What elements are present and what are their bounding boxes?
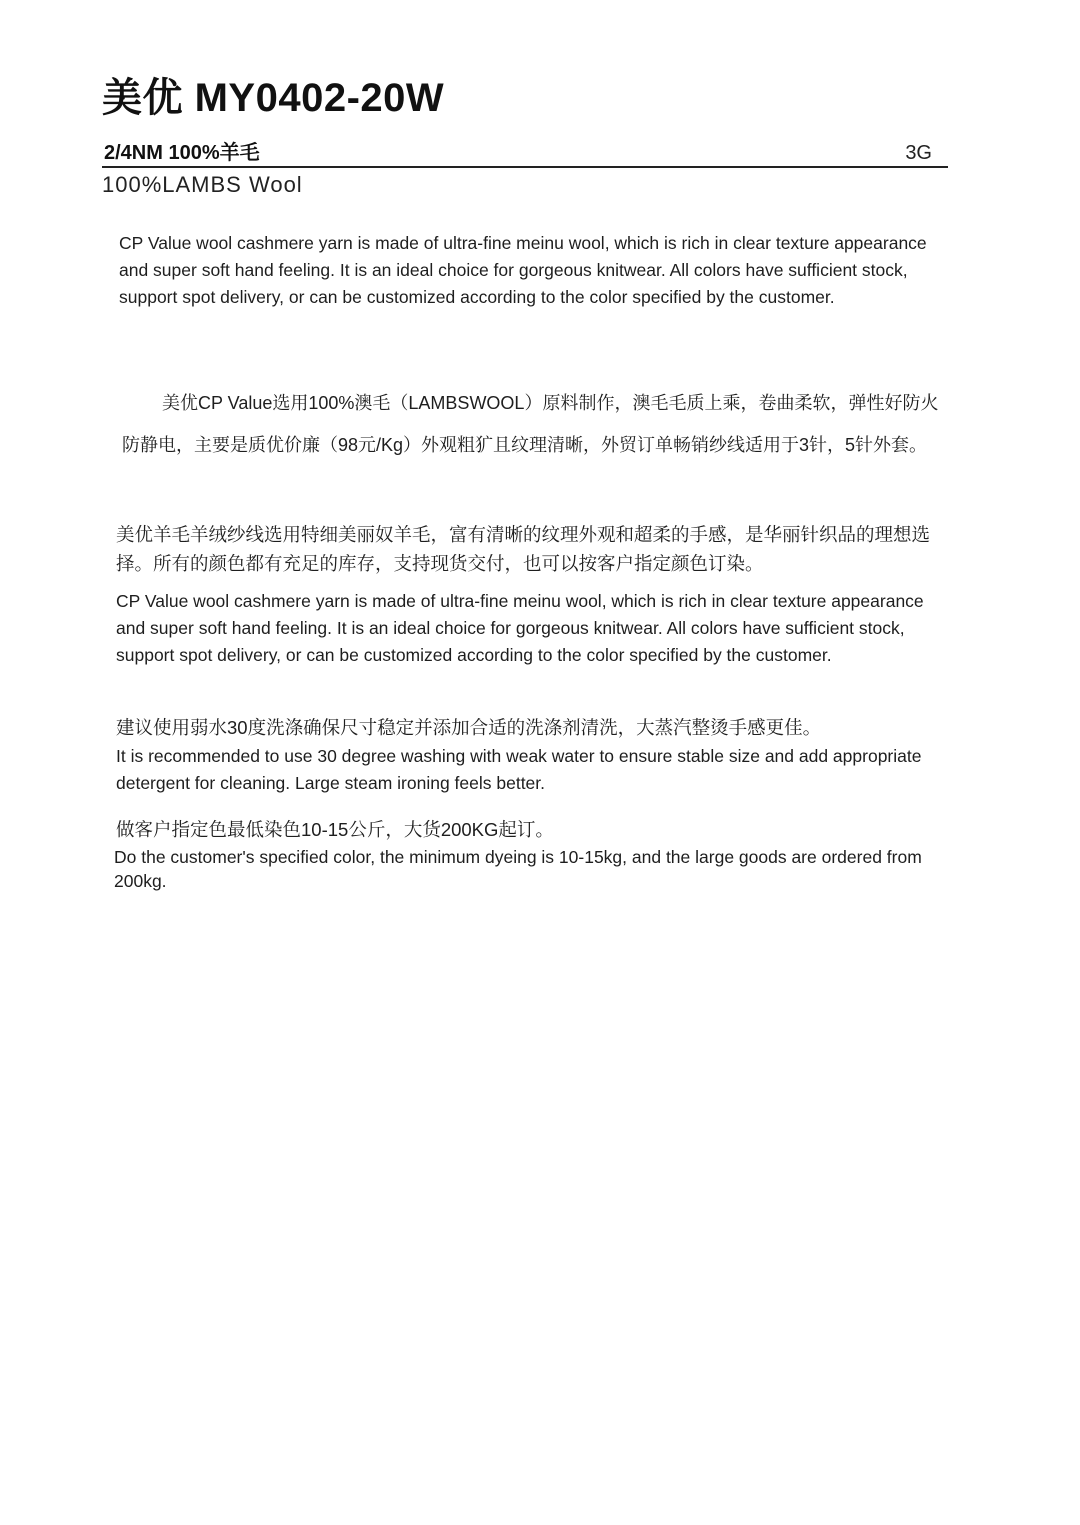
description-english-paragraph: CP Value wool cashmere yarn is made of ultra-fine meinu wool, which is rich in clear texture appearance and super soft hand feeling. It is an ideal choice for gorgeous knitwear. All colors have sufficient stock, support spot delivery, or can be customized according to the color specified by the customer. bbox=[116, 591, 924, 665]
spec-header-rule bbox=[102, 136, 948, 168]
order-chinese-paragraph: 做客户指定色最低染色10-15公斤，大货200KG起订。 bbox=[116, 819, 554, 840]
material-subtitle: 100%LAMBS Wool bbox=[102, 172, 303, 197]
intro-english-paragraph: CP Value wool cashmere yarn is made of ultra-fine meinu wool, which is rich in clear texture appearance and super soft hand feeling. It is an ideal choice for gorgeous knitwear. All colors have sufficient stock, support spot delivery, or can be customized according to the color specified by the customer. bbox=[119, 233, 927, 307]
washing-english-paragraph: It is recommended to use 30 degree washing with weak water to ensure stable size and add appropriate detergent for cleaning. Large steam ironing feels better. bbox=[116, 746, 922, 793]
description-chinese-paragraph: 美优羊毛羊绒纱线选用特细美丽奴羊毛，富有清晰的纹理外观和超柔的手感，是华丽针织品的理想选择。所有的颜色都有充足的库存，支持现货交付，也可以按客户指定颜色订染。 bbox=[116, 524, 931, 574]
intro-chinese-paragraph: 美优CP Value选用100%澳毛（LAMBSWOOL）原料制作，澳毛毛质上乘，卷曲柔软，弹性好防火防静电，主要是质优价廉（98元/Kg）外观粗犷且纹理清晰，外贸订单畅销纱线适用于3针，5针外套。 bbox=[122, 393, 939, 455]
order-english-paragraph: Do the customer's specified color, the minimum dyeing is 10-15kg, and the large goods are ordered from 200kg. bbox=[114, 847, 922, 891]
washing-chinese-paragraph: 建议使用弱水30度洗涤确保尺寸稳定并添加合适的洗涤剂清洗，大蒸汽整烫手感更佳。 bbox=[116, 717, 822, 738]
yarn-spec: 2/4NM 100%羊毛 bbox=[104, 142, 260, 164]
product-title: 美优 MY0402-20W bbox=[102, 76, 445, 120]
gauge-label: 3G bbox=[905, 142, 932, 164]
